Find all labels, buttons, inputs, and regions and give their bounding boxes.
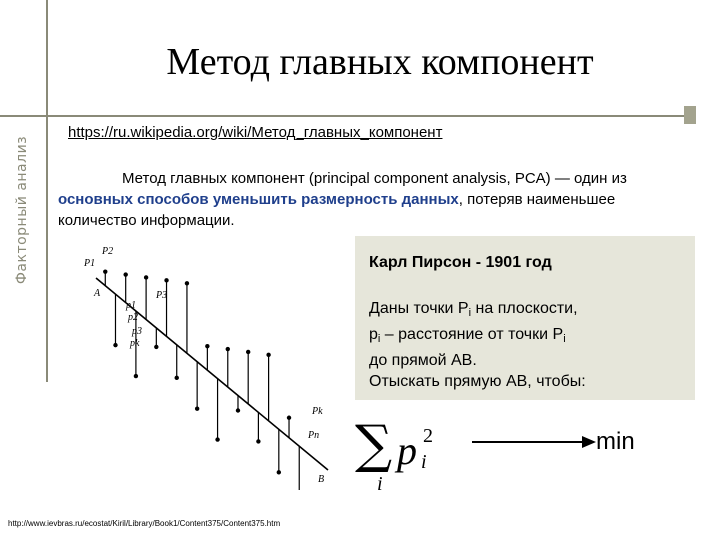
wikipedia-link[interactable]: https://ru.wikipedia.org/wiki/Метод_главных_компонент (68, 124, 443, 141)
box-line-2: $p_i$ – расстояние от точки $P_i$ (369, 326, 566, 345)
formula-sup: 2 (423, 425, 433, 447)
definition-text-1: Метод главных компонент (principal component analysis, PCA) — один из (122, 170, 627, 187)
box-body (369, 298, 586, 392)
data-point (175, 376, 179, 380)
data-point (185, 281, 189, 285)
figure-label-p2-small: p2 (128, 312, 138, 323)
figure-label-b: B (318, 474, 325, 485)
slide-title: Метод главных компонент (166, 41, 594, 83)
data-point (205, 344, 209, 348)
sidebar-divider (46, 0, 48, 382)
sidebar-label: Факторный анализ (14, 135, 30, 285)
box-line-1: Даны точки $P_i$ на плоскости, (369, 300, 578, 319)
title-divider (0, 115, 684, 117)
data-point (226, 347, 230, 351)
figure-label-p1-small: p1 (126, 300, 136, 311)
definition-text-2: , потеряв наименьшее количество информации. (58, 191, 616, 229)
data-point (113, 343, 117, 347)
definition-paragraph (58, 168, 693, 231)
definition-highlight: основных способов уменьшить размерность данных (58, 191, 459, 208)
data-point (236, 408, 240, 412)
data-point (195, 407, 199, 411)
formula-term: p (397, 428, 417, 473)
pearson-box (355, 236, 695, 400)
data-point (103, 269, 107, 273)
divider-end-block (684, 106, 696, 124)
data-point (246, 350, 250, 354)
data-point (277, 470, 281, 474)
figure-label-p3-small: p3 (132, 326, 142, 337)
box-line-3: до прямой AB. (369, 352, 477, 369)
data-point (154, 345, 158, 349)
data-point (266, 353, 270, 357)
figure-label-pn: Pn (308, 430, 320, 441)
data-point (215, 437, 219, 441)
data-point (123, 272, 127, 276)
sum-symbol: ∑ (355, 415, 393, 475)
data-point (287, 416, 291, 420)
formula-index: i (377, 473, 383, 492)
figure-label-p1: P1 (84, 258, 96, 269)
data-point (164, 278, 168, 282)
figure-label-pk-small: pk (130, 338, 140, 349)
data-point (134, 374, 138, 378)
result-min: min (596, 428, 635, 455)
figure-label-p3: P3 (156, 290, 168, 301)
pca-line-figure (82, 238, 346, 490)
source-link[interactable]: http://www.ievbras.ru/ecostat/Kiril/Library/Book1/Content375/Content375.htm (8, 519, 281, 528)
data-point (144, 275, 148, 279)
figure-label-p2: P2 (102, 246, 114, 257)
figure-label-a: A (94, 288, 101, 299)
box-line-4: Отыскать прямую AB, чтобы: (369, 373, 586, 390)
formula-sub: i (421, 451, 427, 473)
arrow-icon (470, 432, 600, 452)
box-heading: Карл Пирсон - 1901 год (369, 254, 552, 271)
sum-formula (353, 412, 451, 492)
figure-label-pk: Pk (312, 406, 323, 417)
data-point (256, 439, 260, 443)
